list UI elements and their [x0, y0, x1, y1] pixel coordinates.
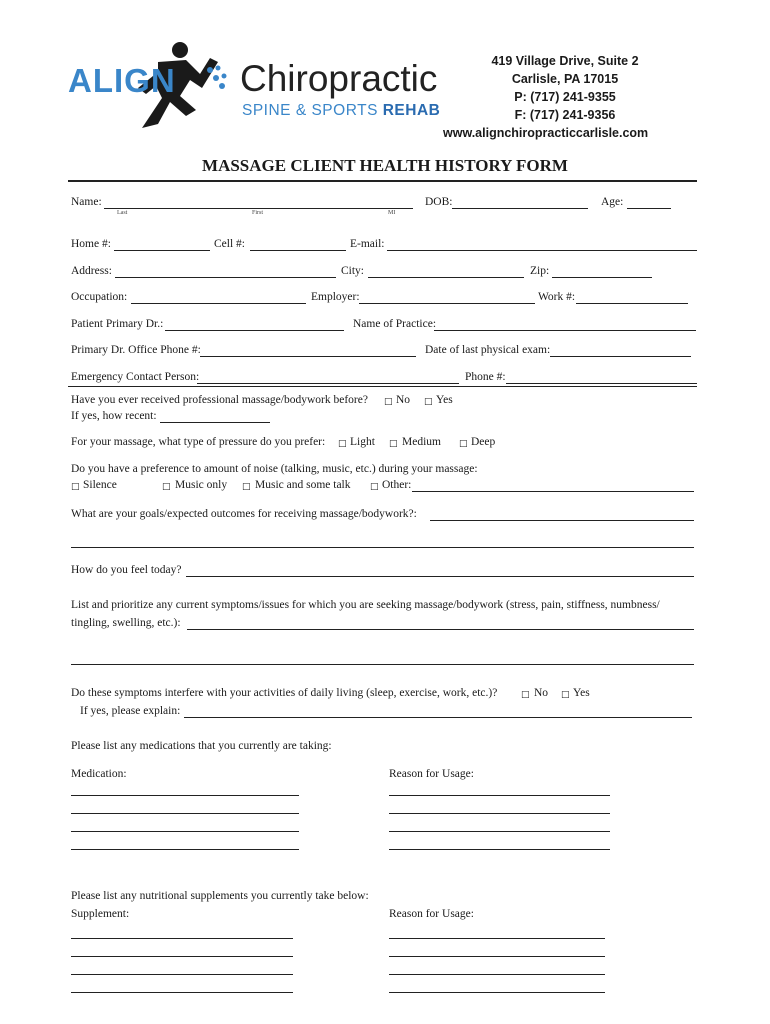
primary-dr-input-line[interactable] — [165, 330, 344, 331]
explain-label: If yes, please explain: — [80, 705, 181, 717]
other-checkbox[interactable]: □ — [370, 482, 379, 492]
supplement-reason-line[interactable] — [389, 938, 605, 939]
emergency-phone-input-line[interactable] — [506, 383, 697, 384]
supplement-line[interactable] — [71, 992, 293, 993]
medication-reason-line[interactable] — [389, 795, 610, 796]
address-line2: Carlisle, PA 17015 — [511, 72, 619, 86]
logo-tagline: SPINE & SPORTS REHAB — [242, 102, 441, 119]
medication-reason-line[interactable] — [389, 831, 610, 832]
medium-label: Medium — [402, 436, 441, 448]
fax-number: F: (717) 241-9356 — [514, 108, 616, 122]
name-input-line[interactable] — [104, 208, 413, 209]
employer-input-line[interactable] — [359, 303, 535, 304]
occupation-label: Occupation: — [71, 291, 128, 303]
cell-label: Cell #: — [214, 238, 245, 250]
feel-question: How do you feel today? — [71, 564, 182, 576]
logo-chiropractic-text: Chiropractic — [240, 58, 438, 99]
symptoms-question-line2: tingling, swelling, etc.): — [71, 617, 181, 629]
interfere-no-checkbox[interactable]: □ — [521, 690, 530, 700]
name-label: Name: — [71, 196, 102, 208]
silence-label: Silence — [83, 479, 117, 491]
prior-massage-question: Have you ever received professional massage/bodywork before? — [71, 394, 368, 406]
medication-reason-line[interactable] — [389, 849, 610, 850]
goals-input-line-2[interactable] — [71, 547, 694, 548]
deep-label: Deep — [471, 436, 496, 448]
dob-label: DOB: — [425, 196, 453, 208]
supplement-reason-header: Reason for Usage: — [389, 908, 474, 920]
last-sublabel: Last — [117, 210, 128, 216]
medication-reason-line[interactable] — [389, 813, 610, 814]
address-label: Address: — [71, 265, 112, 277]
cell-input-line[interactable] — [250, 250, 346, 251]
zip-input-line[interactable] — [552, 277, 652, 278]
feel-input-line[interactable] — [186, 576, 694, 577]
no-label: No — [396, 394, 411, 406]
supplement-header: Supplement: — [71, 908, 130, 920]
goals-input-line[interactable] — [430, 520, 694, 521]
music-only-label: Music only — [175, 479, 228, 491]
home-input-line[interactable] — [114, 250, 210, 251]
mi-sublabel: MI — [388, 210, 396, 216]
primary-dr-label: Patient Primary Dr.: — [71, 318, 164, 330]
zip-label: Zip: — [530, 265, 550, 277]
first-sublabel: First — [252, 210, 264, 216]
emergency-input-line[interactable] — [197, 383, 459, 384]
medication-header: Medication: — [71, 768, 127, 780]
practice-label: Name of Practice: — [353, 318, 437, 330]
silence-checkbox[interactable]: □ — [71, 482, 80, 492]
supplement-line[interactable] — [71, 974, 293, 975]
age-input-line[interactable] — [627, 208, 671, 209]
medication-line[interactable] — [71, 849, 299, 850]
supplement-reason-line[interactable] — [389, 974, 605, 975]
noise-question: Do you have a preference to amount of noise (talking, music, etc.) during your massage: — [71, 463, 478, 475]
light-label: Light — [350, 436, 375, 448]
city-label: City: — [341, 265, 365, 277]
dob-input-line[interactable] — [452, 208, 588, 209]
logo-align-text: ALIGN — [68, 62, 176, 99]
interfere-question: Do these symptoms interfere with your activities of daily living (sleep, exercise, work, etc.)? — [71, 687, 498, 699]
supplement-reason-line[interactable] — [389, 956, 605, 957]
work-input-line[interactable] — [576, 303, 688, 304]
music-only-checkbox[interactable]: □ — [162, 482, 171, 492]
symptoms-input-line-2[interactable] — [71, 664, 694, 665]
yes-label: Yes — [436, 394, 453, 406]
address-line1: 419 Village Drive, Suite 2 — [491, 54, 639, 68]
other-label: Other: — [382, 479, 412, 491]
address-input-line[interactable] — [115, 277, 336, 278]
medication-line[interactable] — [71, 795, 299, 796]
last-exam-input-line[interactable] — [550, 356, 691, 357]
age-label: Age: — [601, 196, 624, 208]
medication-reason-header: Reason for Usage: — [389, 768, 474, 780]
title-underline — [68, 180, 697, 182]
employer-label: Employer: — [311, 291, 360, 303]
pressure-question: For your massage, what type of pressure do you prefer: — [71, 436, 326, 448]
other-input-line[interactable] — [412, 491, 694, 492]
symptoms-input-line[interactable] — [187, 629, 694, 630]
medication-line[interactable] — [71, 813, 299, 814]
office-phone-input-line[interactable] — [200, 356, 416, 357]
symptoms-question-line1: List and prioritize any current symptoms/issues for which you are seeking massage/bodywork (stress, pain, stiffness, numbness/ — [71, 599, 660, 611]
form-title: MASSAGE CLIENT HEALTH HISTORY FORM — [202, 156, 568, 175]
supplement-reason-line[interactable] — [389, 992, 605, 993]
occupation-input-line[interactable] — [131, 303, 306, 304]
supplement-line[interactable] — [71, 956, 293, 957]
email-label: E-mail: — [350, 238, 385, 250]
medications-prompt: Please list any medications that you currently are taking: — [71, 740, 332, 752]
interfere-yes-label: Yes — [573, 687, 590, 699]
no-checkbox[interactable]: □ — [384, 397, 393, 407]
last-exam-label: Date of last physical exam: — [425, 344, 551, 356]
explain-input-line[interactable] — [184, 717, 692, 718]
emergency-phone-label: Phone #: — [465, 371, 506, 383]
website[interactable]: www.alignchiropracticcarlisle.com — [443, 126, 649, 140]
music-talk-checkbox[interactable]: □ — [242, 482, 251, 492]
supplements-prompt: Please list any nutritional supplements you currently take below: — [71, 890, 369, 902]
office-phone-label: Primary Dr. Office Phone #: — [71, 344, 201, 356]
goals-question: What are your goals/expected outcomes for receiving massage/bodywork?: — [71, 508, 417, 520]
interfere-yes-checkbox[interactable]: □ — [561, 690, 570, 700]
how-recent-input-line[interactable] — [160, 422, 270, 423]
medication-line[interactable] — [71, 831, 299, 832]
emergency-label: Emergency Contact Person: — [71, 371, 200, 383]
deep-checkbox[interactable]: □ — [459, 439, 468, 449]
phone-number: P: (717) 241-9355 — [514, 90, 616, 104]
light-checkbox[interactable]: □ — [338, 439, 347, 449]
email-input-line[interactable] — [387, 250, 697, 251]
section-divider — [68, 386, 697, 387]
medium-checkbox[interactable]: □ — [389, 439, 398, 449]
home-label: Home #: — [71, 238, 111, 250]
supplement-line[interactable] — [71, 938, 293, 939]
practice-input-line[interactable] — [434, 330, 696, 331]
how-recent-label: If yes, how recent: — [71, 410, 157, 422]
work-label: Work #: — [538, 291, 576, 303]
city-input-line[interactable] — [368, 277, 524, 278]
music-talk-label: Music and some talk — [255, 479, 351, 491]
yes-checkbox[interactable]: □ — [424, 397, 433, 407]
interfere-no-label: No — [534, 687, 549, 699]
